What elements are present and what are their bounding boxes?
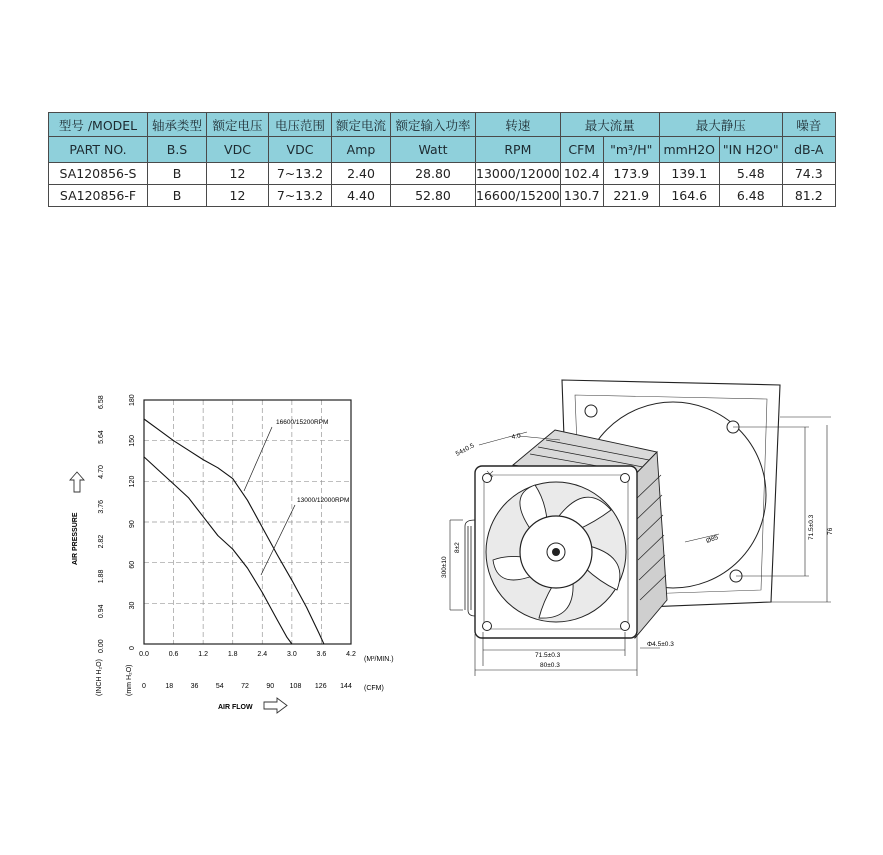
y-left-tick-label: 6.58 — [98, 395, 105, 409]
series-leader-line — [261, 505, 295, 575]
x-bottom-tick-label: 72 — [241, 683, 249, 690]
col-rpm: RPM — [476, 137, 561, 163]
col-noise-cn: 噪音 — [782, 113, 835, 137]
y-left-tick-label: 4.70 — [98, 465, 105, 479]
x-axis-arrow-icon — [264, 698, 287, 713]
x-top-tick-label: 2.4 — [257, 651, 268, 658]
y-left-ticks — [98, 395, 105, 653]
y-axis-title: AIR PRESSURE — [72, 512, 79, 565]
table-cell: 221.9 — [603, 185, 659, 207]
x-bottom-tick-label: 0 — [142, 683, 146, 690]
table-header-en — [49, 137, 836, 163]
x-bottom-tick-label: 18 — [165, 683, 174, 690]
table-cell: 52.80 — [391, 185, 476, 207]
performance-chart — [0, 380, 400, 725]
x-bottom-tick-label: 108 — [289, 683, 302, 690]
corner-hole-icon — [621, 474, 630, 483]
y-left-tick-label: 0.94 — [98, 604, 105, 619]
col-voltage-range-cn: 电压范围 — [269, 113, 332, 137]
table-cell: 2.40 — [332, 163, 391, 185]
x-bottom-tick-label: 126 — [314, 683, 327, 690]
table-cell: 4.40 — [332, 185, 391, 207]
table-cell: SA120856-S — [49, 163, 148, 185]
dim-8: 8±2 — [454, 542, 461, 553]
table-cell: 12 — [207, 185, 269, 207]
y-right-tick-label: 30 — [129, 601, 136, 610]
table-cell: 16600/15200 — [476, 185, 561, 207]
col-pressure-cn: 最大静压 — [659, 113, 782, 137]
table-cell: 173.9 — [603, 163, 659, 185]
col-current-cn: 额定电流 — [332, 113, 391, 137]
col-amp: Amp — [332, 137, 391, 163]
x-top-tick-label: 3.6 — [316, 651, 327, 658]
x-bottom-ticks — [142, 683, 352, 690]
col-power-cn: 额定输入功率 — [391, 113, 476, 137]
col-speed-cn: 转速 — [476, 113, 561, 137]
table-cell: 7~13.2 — [269, 163, 332, 185]
y-left-tick-label: 0.00 — [98, 639, 105, 653]
y-right-unit: (mm H₂O) — [126, 664, 133, 696]
col-m3h: "m³/H" — [603, 137, 659, 163]
table-cell: SA120856-F — [49, 185, 148, 207]
table-cell: 102.4 — [560, 163, 603, 185]
table-cell: 28.80 — [391, 163, 476, 185]
table-cell: 12 — [207, 163, 269, 185]
dim-71-5-bottom: 71.5±0.3 — [535, 652, 561, 659]
dim-4: 4.0 — [511, 432, 522, 441]
col-vdc-range: VDC — [269, 137, 332, 163]
table-cell: 7~13.2 — [269, 185, 332, 207]
x-bottom-tick-label: 36 — [190, 683, 199, 690]
lead-wires — [465, 520, 475, 616]
table-row — [49, 163, 836, 185]
col-bs: B.S — [148, 137, 207, 163]
table-cell: B — [148, 163, 207, 185]
x-top-ticks — [139, 651, 356, 658]
x-bottom-unit: (CFM) — [364, 685, 384, 692]
series-label-16600: 16600/15200RPM — [276, 419, 329, 426]
y-left-tick-label: 1.88 — [98, 569, 105, 584]
col-bearing-cn: 轴承类型 — [148, 113, 207, 137]
series-label-13000: 13000/12000RPM — [297, 497, 350, 504]
y-right-tick-label: 0 — [129, 646, 136, 650]
x-top-tick-label: 1.8 — [227, 651, 238, 658]
x-top-tick-label: 1.2 — [198, 651, 209, 658]
y-right-tick-label: 180 — [129, 394, 136, 406]
col-inh2o: "IN H2O" — [719, 137, 782, 163]
table-cell: 6.48 — [719, 185, 782, 207]
chart-grid — [144, 400, 351, 644]
table-cell: 139.1 — [659, 163, 719, 185]
corner-hole-icon — [483, 474, 492, 483]
corner-hole-icon — [621, 622, 630, 631]
x-bottom-tick-label: 90 — [266, 683, 275, 690]
table-cell: 81.2 — [782, 185, 835, 207]
dim-85: Ø85 — [705, 534, 720, 545]
dim-71-5-side: 71.5±0.3 — [808, 514, 815, 540]
mount-hole-icon — [585, 405, 597, 417]
y-right-ticks — [129, 394, 136, 650]
y-axis-arrow-icon — [70, 472, 84, 492]
x-top-tick-label: 0.0 — [139, 651, 149, 658]
dim-hole: Φ4.5±0.3 — [647, 641, 674, 648]
y-right-tick-label: 90 — [129, 520, 136, 528]
col-airflow-cn: 最大流量 — [560, 113, 659, 137]
x-top-tick-label: 4.2 — [346, 651, 356, 658]
table-cell: 130.7 — [560, 185, 603, 207]
x-top-tick-label: 3.0 — [286, 651, 297, 658]
table-cell: 74.3 — [782, 163, 835, 185]
y-right-tick-label: 60 — [129, 560, 136, 569]
y-left-unit: (INCH H₂O) — [96, 659, 103, 696]
col-mmh2o: mmH2O — [659, 137, 719, 163]
table-cell: 164.6 — [659, 185, 719, 207]
plot-frame — [144, 400, 351, 644]
y-right-tick-label: 120 — [129, 475, 136, 488]
table-cell: 5.48 — [719, 163, 782, 185]
col-watt: Watt — [391, 137, 476, 163]
dim-80: 80±0.3 — [540, 662, 560, 669]
x-bottom-tick-label: 54 — [215, 683, 224, 690]
col-dba: dB-A — [782, 137, 835, 163]
table-row — [49, 185, 836, 207]
x-bottom-tick-label: 144 — [340, 683, 352, 690]
spec-table — [48, 112, 836, 207]
x-top-tick-label: 0.6 — [168, 651, 179, 658]
x-axis-title: AIR FLOW — [218, 704, 253, 711]
col-vdc: VDC — [207, 137, 269, 163]
y-left-tick-label: 2.82 — [98, 534, 105, 549]
col-voltage-cn: 额定电压 — [207, 113, 269, 137]
col-part-no: PART NO. — [49, 137, 148, 163]
dim-76: 76 — [827, 527, 834, 535]
corner-hole-icon — [483, 622, 492, 631]
table-cell: B — [148, 185, 207, 207]
dim-54: 54±0.5 — [454, 442, 476, 458]
y-right-tick-label: 150 — [129, 434, 136, 447]
col-cfm: CFM — [560, 137, 603, 163]
table-cell: 13000/12000 — [476, 163, 561, 185]
y-left-tick-label: 3.76 — [98, 499, 105, 514]
chart-series — [144, 419, 324, 644]
col-model-cn: 型号 /MODEL — [49, 113, 148, 137]
hub-shaft-icon — [552, 548, 560, 556]
series-line-1 — [144, 457, 292, 644]
fan-technical-drawing — [435, 370, 880, 690]
y-left-tick-label: 5.64 — [98, 430, 105, 444]
x-top-unit: (M³/MIN.) — [364, 656, 394, 663]
series-line-0 — [144, 419, 324, 644]
dim-300: 300±10 — [441, 556, 448, 578]
table-header-cn — [49, 113, 836, 137]
